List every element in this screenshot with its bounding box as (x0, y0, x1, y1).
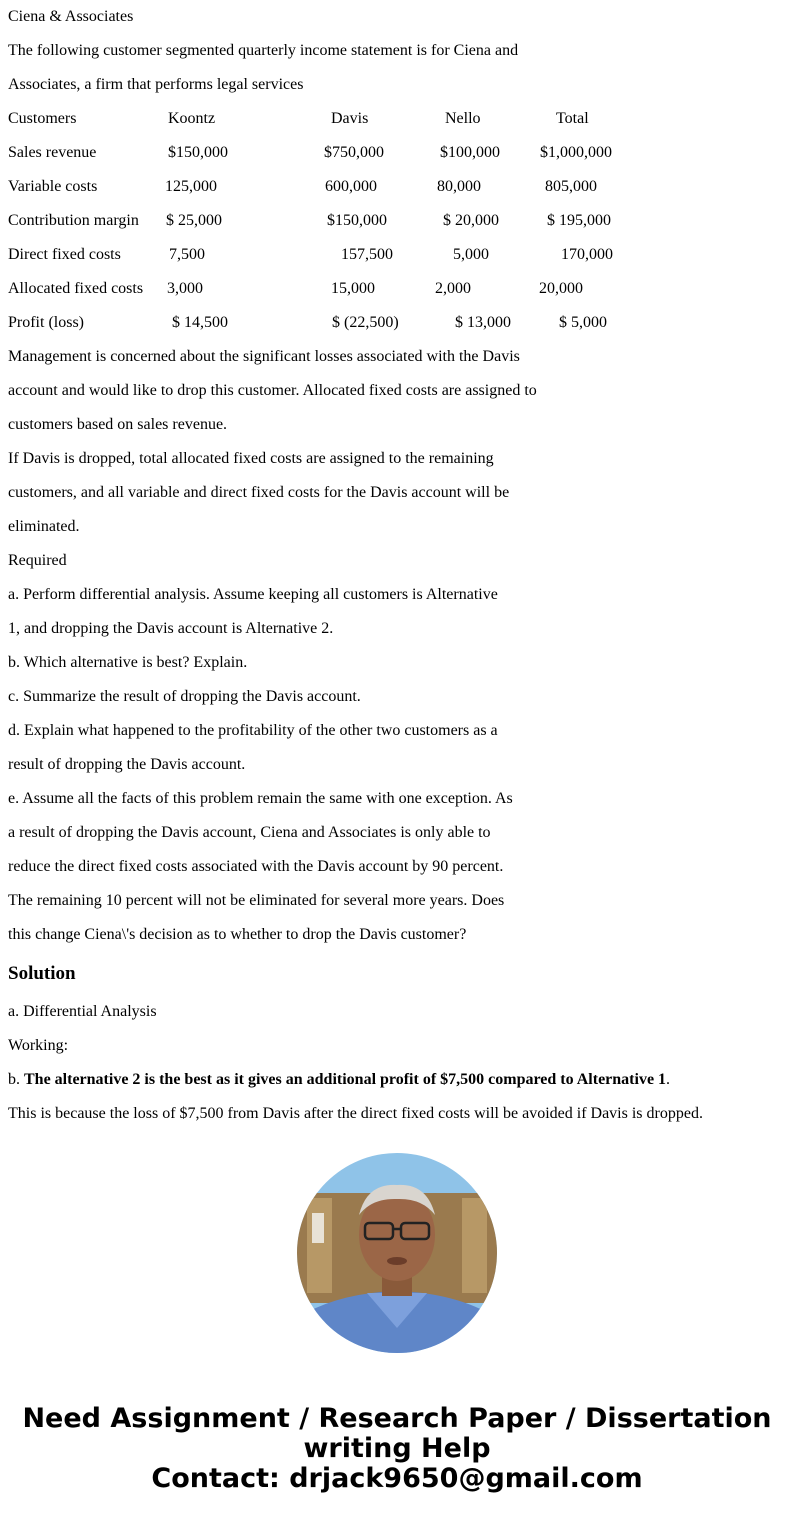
row-label: Allocated fixed costs (8, 280, 144, 297)
header-davis: Davis (331, 110, 369, 127)
body-line: The remaining 10 percent will not be eliminated for several more years. Does (8, 892, 505, 909)
cell-total: $ 195,000 (547, 212, 611, 229)
solution-working: Working: (8, 1037, 69, 1054)
body-line: result of dropping the Davis account. (8, 756, 246, 773)
body-line: eliminated. (8, 518, 80, 535)
cell-davis: 600,000 (325, 178, 377, 195)
header-customers: Customers (8, 110, 77, 127)
intro-line-1: The following customer segmented quarterly income statement is for Ciena and (8, 42, 519, 59)
header-total: Total (556, 110, 589, 127)
cell-total: 805,000 (545, 178, 597, 195)
body-line: a result of dropping the Davis account, Ciena and Associates is only able to (8, 824, 491, 841)
solution-line-b (8, 1071, 670, 1089)
required-label: Required (8, 552, 67, 569)
cell-koontz: $ 25,000 (166, 212, 222, 229)
document-title: Ciena & Associates (8, 8, 134, 25)
row-label: Direct fixed costs (8, 246, 121, 263)
cell-nello: $ 20,000 (443, 212, 499, 229)
cell-total: 20,000 (539, 280, 583, 297)
body-line: this change Ciena\'s decision as to whether to drop the Davis customer? (8, 926, 467, 943)
row-label: Variable costs (8, 178, 98, 195)
promo-line-1: Need Assignment / Research Paper / Dissertation (22, 1403, 772, 1434)
cell-koontz: 3,000 (167, 280, 203, 297)
promo-contact: Contact: drjack9650@gmail.com (151, 1463, 643, 1494)
cell-total: $ 5,000 (559, 314, 607, 331)
cell-nello: $ 13,000 (455, 314, 511, 331)
person-photo-icon (297, 1153, 497, 1353)
cell-total: 170,000 (561, 246, 613, 263)
solution-explanation: This is because the loss of $7,500 from Davis after the direct fixed costs will be avoided if Davis is dropped. (8, 1105, 703, 1122)
body-line: Management is concerned about the significant losses associated with the Davis (8, 348, 520, 365)
answer-prefix: b. (8, 1071, 24, 1088)
solution-line-a: a. Differential Analysis (8, 1003, 157, 1020)
cell-total: $1,000,000 (540, 144, 612, 161)
solution-heading: Solution (8, 963, 76, 984)
cell-koontz: $ 14,500 (172, 314, 228, 331)
body-line: e. Assume all the facts of this problem remain the same with one exception. As (8, 790, 513, 807)
row-label: Sales revenue (8, 144, 97, 161)
cell-davis: 157,500 (341, 246, 393, 263)
answer-suffix: . (666, 1071, 671, 1088)
body-line: customers based on sales revenue. (8, 416, 228, 433)
header-nello: Nello (445, 110, 481, 127)
body-line: reduce the direct fixed costs associated with the Davis account by 90 percent. (8, 858, 504, 875)
body-line: c. Summarize the result of dropping the Davis account. (8, 688, 361, 705)
cell-nello: 2,000 (435, 280, 471, 297)
cell-davis: 15,000 (331, 280, 375, 297)
cell-nello: 80,000 (437, 178, 481, 195)
cell-koontz: 7,500 (169, 246, 205, 263)
body-line: a. Perform differential analysis. Assume keeping all customers is Alternative (8, 586, 498, 603)
header-koontz: Koontz (168, 110, 216, 127)
cell-davis: $ (22,500) (332, 314, 399, 331)
intro-line-2: Associates, a firm that performs legal services (8, 76, 304, 93)
body-line: customers, and all variable and direct fixed costs for the Davis account will be (8, 484, 510, 501)
promo-banner (0, 1404, 794, 1494)
body-line: account and would like to drop this customer. Allocated fixed costs are assigned to (8, 382, 537, 399)
cell-nello: 5,000 (453, 246, 489, 263)
row-label: Profit (loss) (8, 314, 84, 331)
body-line: d. Explain what happened to the profitability of the other two customers as a (8, 722, 498, 739)
promo-line-2: writing Help (303, 1433, 491, 1464)
body-line: b. Which alternative is best? Explain. (8, 654, 248, 671)
answer-bold: The alternative 2 is the best as it gives an additional profit of $7,500 compared to Alternative 1 (24, 1071, 667, 1088)
cell-nello: $100,000 (440, 144, 500, 161)
row-label: Contribution margin (8, 212, 139, 229)
avatar-illustration (297, 1153, 497, 1353)
body-line: If Davis is dropped, total allocated fixed costs are assigned to the remaining (8, 450, 494, 467)
cell-koontz: 125,000 (165, 178, 217, 195)
cell-koontz: $150,000 (168, 144, 228, 161)
cell-davis: $750,000 (324, 144, 384, 161)
cell-davis: $150,000 (327, 212, 387, 229)
body-line: 1, and dropping the Davis account is Alternative 2. (8, 620, 334, 637)
